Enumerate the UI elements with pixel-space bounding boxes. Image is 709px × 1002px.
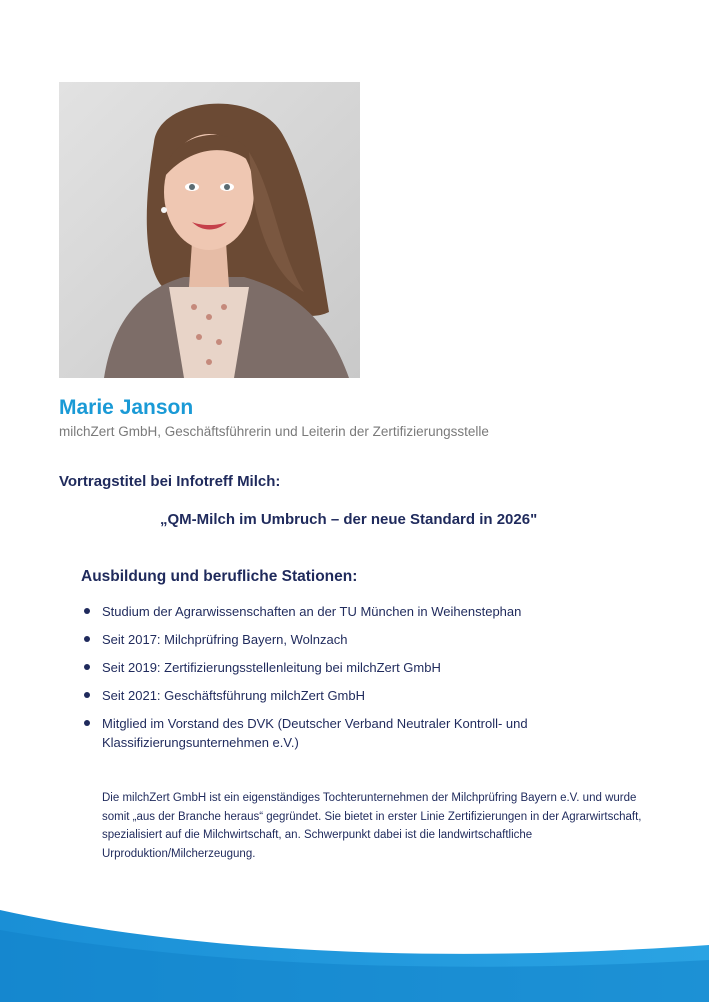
portrait-photo <box>59 82 360 378</box>
company-description: Die milchZert GmbH ist ein eigenständiges Tochterunternehmen der Milchprüfring Bayern e.V. und wurde somit „aus der Branche heraus“ gegründet. Sie bietet in erster Linie Zertifizierungen in der Agrarwirtschaft, spezialisiert auf die Milchwirtschaft, an. Schwerpunkt dabei ist die landwirtschaftliche Urproduktion/Milcherzeugung. <box>102 792 642 860</box>
list-item-text: Seit 2019: Zertifizierungsstellenleitung bei milchZert GmbH <box>102 660 441 675</box>
talk-title: „QM-Milch im Umbruch – der neue Standard in 2026" <box>160 511 538 528</box>
bullet-icon <box>84 720 90 726</box>
speaker-name: Marie Janson <box>59 396 194 419</box>
bullet-icon <box>84 664 90 670</box>
speaker-role: milchZert GmbH, Geschäftsführerin und Leiterin der Zertifizierungsstelle <box>59 424 489 439</box>
list-item-text: Seit 2021: Geschäftsführung milchZert GmbH <box>102 688 366 703</box>
list-item-text: Studium der Agrarwissenschaften an der TU München in Weihenstephan <box>102 604 522 619</box>
bullet-icon <box>84 692 90 698</box>
list-item <box>80 686 600 705</box>
list-item-text: Mitglied im Vorstand des DVK (Deutscher Verband Neutraler Kontroll- und Klassifizierungsunternehmen e.V.) <box>102 716 528 750</box>
footer-wave <box>0 890 709 1002</box>
list-item <box>80 602 600 621</box>
bullet-icon <box>84 608 90 614</box>
list-item <box>80 714 600 752</box>
education-heading: Ausbildung und berufliche Stationen: <box>81 568 358 585</box>
portrait-illustration <box>59 82 360 378</box>
list-item-text: Seit 2017: Milchprüfring Bayern, Wolnzach <box>102 632 348 647</box>
list-item <box>80 658 600 677</box>
career-list <box>80 602 600 761</box>
talk-label: Vortragstitel bei Infotreff Milch: <box>59 473 281 490</box>
list-item <box>80 630 600 649</box>
bullet-icon <box>84 636 90 642</box>
